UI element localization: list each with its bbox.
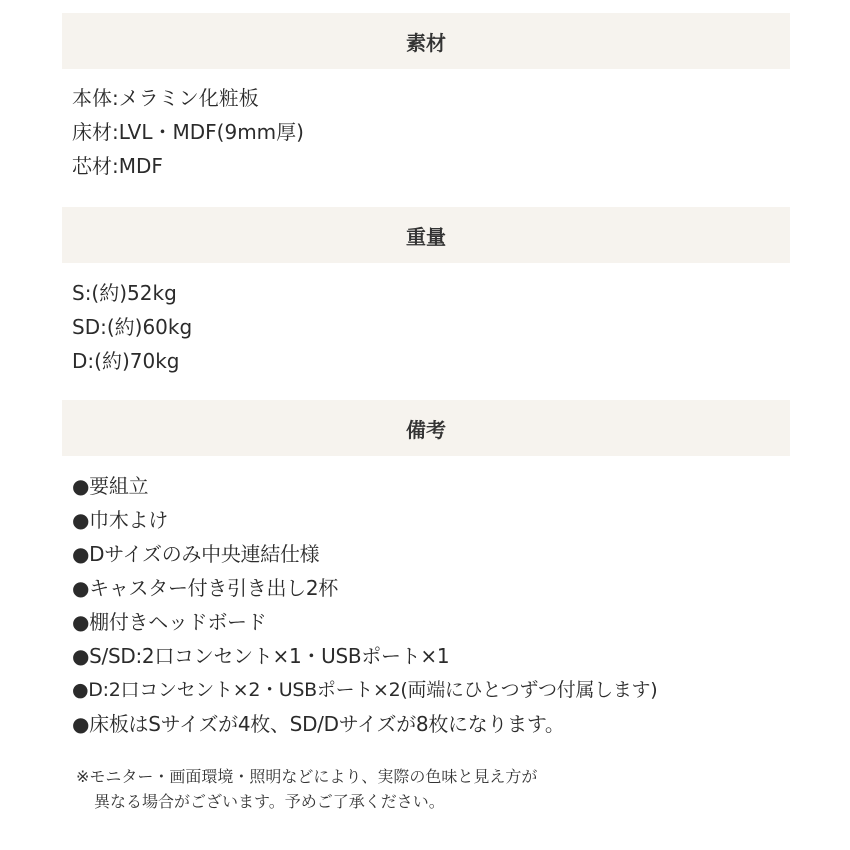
- material-core: 芯材:MDF: [72, 154, 163, 178]
- notes-heading: 備考: [62, 400, 790, 456]
- note-item: ●棚付きヘッドボード: [72, 610, 267, 634]
- note-item: ●巾木よけ: [72, 508, 168, 532]
- material-list: [72, 81, 304, 183]
- material-heading: 素材: [62, 13, 790, 69]
- material-floor: 床材:LVL・MDF(9mm厚): [72, 120, 304, 144]
- disclaimer: [76, 764, 537, 814]
- note-item: ●S/SD:2口コンセント×1・USBポート×1: [72, 644, 450, 668]
- weight-list: [72, 276, 192, 378]
- notes-list: [72, 469, 657, 741]
- disclaimer-line-2: 異なる場合がございます。予めご了承ください。: [94, 792, 445, 811]
- weight-heading: 重量: [62, 207, 790, 263]
- material-body: 本体:メラミン化粧板: [72, 86, 259, 110]
- note-item: ●D:2口コンセント×2・USBポート×2(両端にひとつずつ付属します): [72, 679, 658, 701]
- note-item: ●床板はSサイズが4枚、SD/Dサイズが8枚になります。: [72, 712, 565, 736]
- weight-s: S:(約)52kg: [72, 281, 177, 305]
- note-item: ●Dサイズのみ中央連結仕様: [72, 542, 320, 566]
- disclaimer-line-1: ※モニター・画面環境・照明などにより、実際の色味と見え方が: [76, 767, 538, 786]
- weight-d: D:(約)70kg: [72, 349, 180, 373]
- weight-sd: SD:(約)60kg: [72, 315, 193, 339]
- note-item: ●要組立: [72, 474, 149, 498]
- note-item: ●キャスター付き引き出し2杯: [72, 576, 338, 600]
